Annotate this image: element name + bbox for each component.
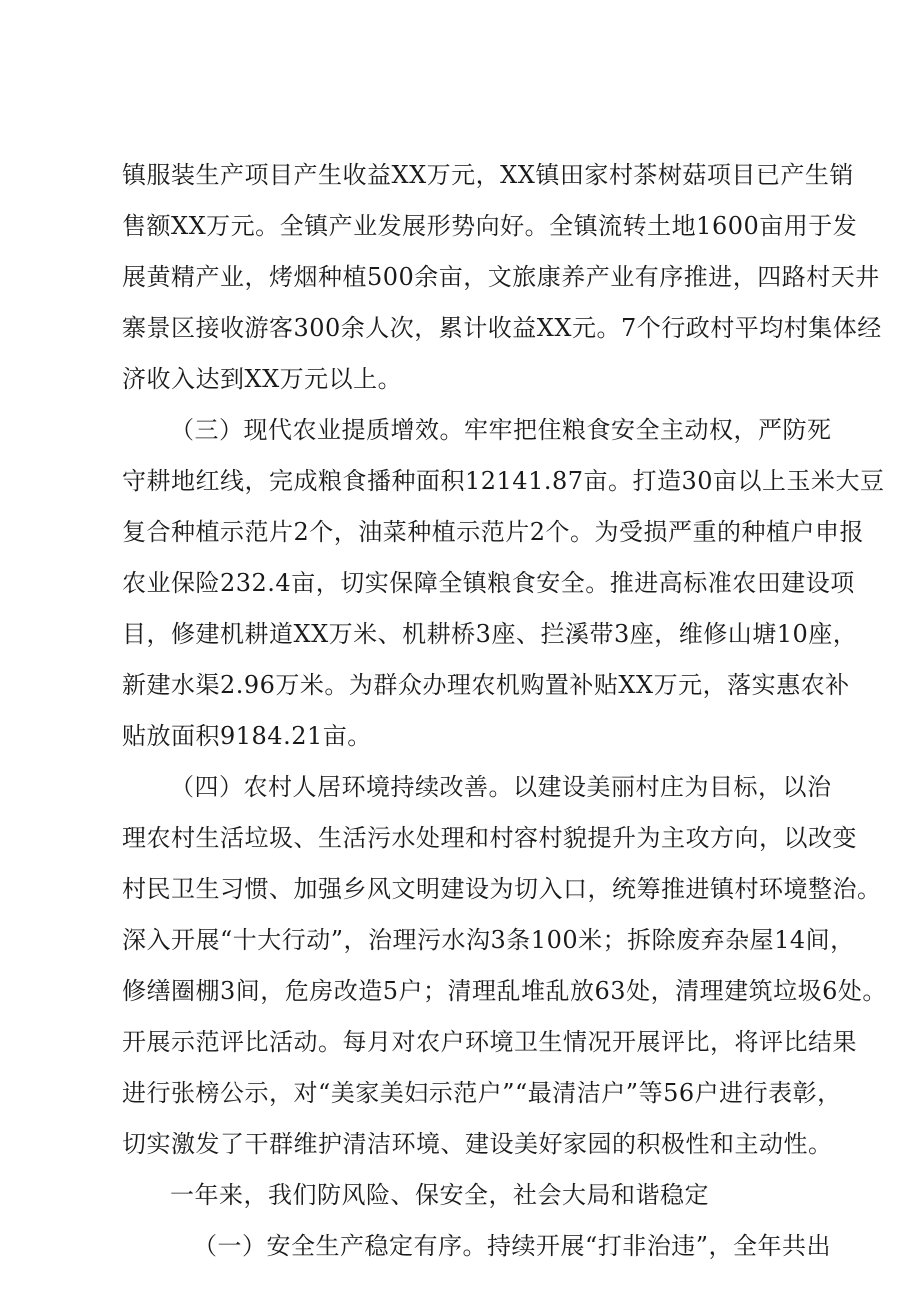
paragraph-line: 济收入达到XX万元以上。: [122, 365, 403, 393]
section-heading-line: （四）农村人居环境持续改善。以建设美丽村庄为目标，以治: [170, 773, 832, 801]
paragraph-line: 守耕地红线，完成粮食播种面积12141.87亩。打造30亩以上玉米大豆: [122, 467, 885, 495]
paragraph-line: 寨景区接收游客300余人次，累计收益XX元。7个行政村平均村集体经: [122, 314, 882, 342]
section-heading-line: 一年来，我们防风险、保安全，社会大局和谐稳定: [170, 1181, 709, 1209]
paragraph-line: 贴放面积9184.21亩。: [122, 722, 372, 750]
paragraph-line: 新建水渠2.96万米。为群众办理农机购置补贴XX万元，落实惠农补: [122, 671, 850, 699]
paragraph-line: 切实激发了干群维护清洁环境、建设美好家园的积极性和主动性。: [122, 1130, 833, 1158]
paragraph-line: 镇服装生产项目产生收益XX万元，XX镇田家村茶树菇项目已产生销: [122, 161, 854, 189]
paragraph-line: 村民卫生习惯、加强乡风文明建设为切入口，统筹推进镇村环境整治。: [122, 875, 882, 903]
paragraph-line: 修缮圈棚3间，危房改造5户；清理乱堆乱放63处，清理建筑垃圾6处。: [122, 977, 887, 1005]
section-heading-line: （一）安全生产稳定有序。持续开展“打非治违”，全年共出: [193, 1232, 832, 1260]
paragraph-line: 复合种植示范片2个，油菜种植示范片2个。为受损严重的种植户申报: [122, 518, 865, 546]
paragraph-line: 售额XX万元。全镇产业发展形势向好。全镇流转土地1600亩用于发: [122, 212, 858, 240]
paragraph-line: 理农村生活垃圾、生活污水处理和村容村貌提升为主攻方向，以改变: [122, 824, 857, 852]
section-heading-line: （三）现代农业提质增效。牢牢把住粮食安全主动权，严防死: [170, 416, 832, 444]
paragraph-line: 展黄精产业，烤烟种植500余亩，文旅康养产业有序推进，四路村天井: [122, 263, 880, 291]
paragraph-line: 深入开展“十大行动”，治理污水沟3条100米；拆除废弃杂屋14间，: [122, 926, 855, 954]
paragraph-line: 开展示范评比活动。每月对农户环境卫生情况开展评比，将评比结果: [122, 1028, 857, 1056]
paragraph-line: 进行张榜公示，对“美家美妇示范户”“最清洁户”等56户进行表彰，: [122, 1079, 842, 1107]
paragraph-line: 农业保险232.4亩，切实保障全镇粮食安全。推进高标准农田建设项: [122, 569, 855, 597]
paragraph-line: 目，修建机耕道XX万米、机耕桥3座、拦溪带3座，维修山塘10座，: [122, 620, 858, 648]
